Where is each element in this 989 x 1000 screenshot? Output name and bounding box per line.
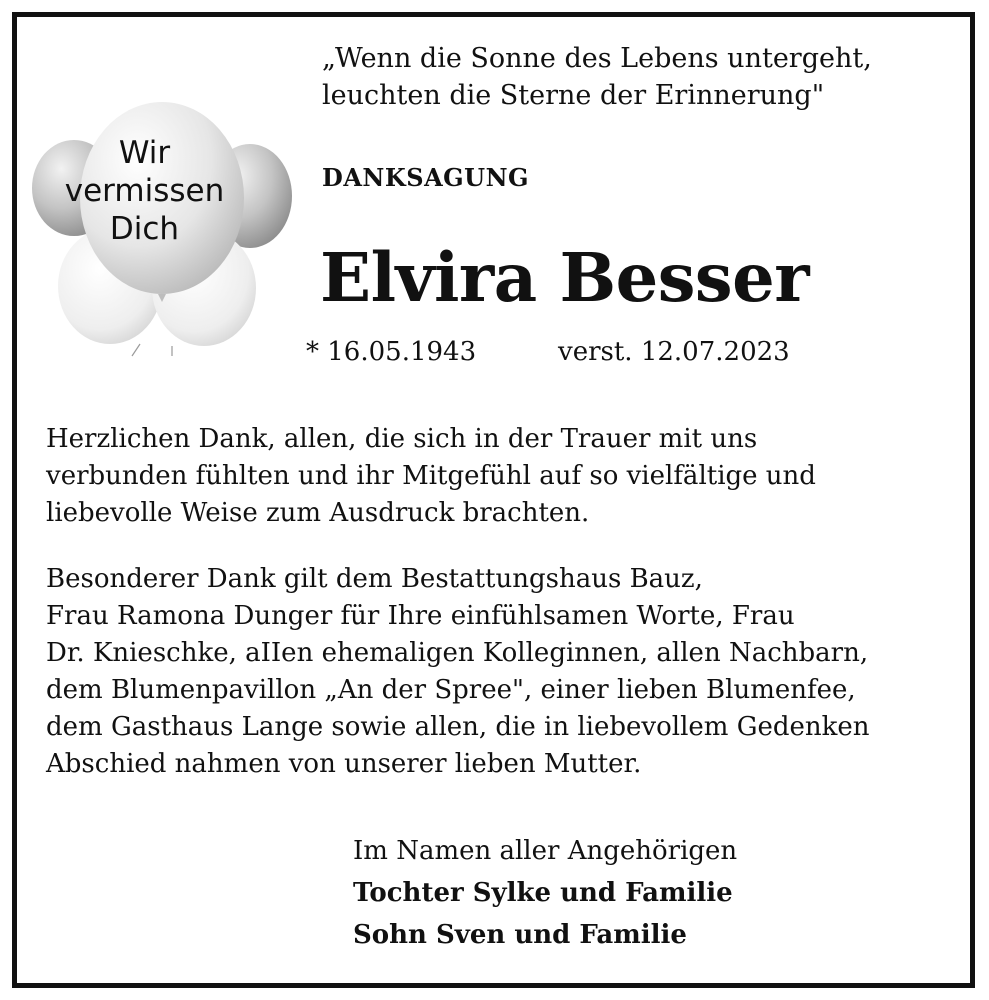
birth-date: * 16.05.1943 [306,337,477,367]
paragraph-line: liebevolle Weise zum Ausdruck brachten. [46,498,590,528]
paragraph-line: Dr. Knieschke, aIIen ehemaligen Kolleginnen, allen Nachbarn, [46,638,869,668]
signature-intro: Im Namen aller Angehörigen [353,836,738,866]
signature-name: Sohn Sven und Familie [353,920,687,950]
paragraph-line: dem Blumenpavillon „An der Spree", einer lieben Blumenfee, [46,675,856,705]
paragraph-line: Abschied nahmen von unserer lieben Mutter. [46,749,642,779]
quote-line: „Wenn die Sonne des Lebens untergeht, [322,43,872,74]
heading-danksagung: DANKSAGUNG [322,163,530,192]
thanks-paragraph [46,421,946,532]
quote-line: leuchten die Sterne der Erinnerung" [322,80,825,111]
balloons-image [22,88,297,358]
balloon-caption-line: vermissen [64,173,225,209]
paragraph-line: Besonderer Dank gilt dem Bestattungshaus Bauz, [46,564,703,594]
signature-block [353,830,913,956]
memorial-quote [322,40,942,114]
signature-name: Tochter Sylke und Familie [353,878,733,908]
special-thanks-paragraph [46,561,946,783]
paragraph-line: Frau Ramona Dunger für Ihre einfühlsamen Worte, Frau [46,601,795,631]
paragraph-line: dem Gasthaus Lange sowie allen, die in liebevollem Gedenken [46,712,870,742]
balloon-caption-line: Dich [109,211,180,247]
paragraph-line: verbunden fühlten und ihr Mitgefühl auf so vielfältige und [46,461,816,491]
paragraph-line: Herzlichen Dank, allen, die sich in der Trauer mit uns [46,424,758,454]
balloon-caption-line: Wir [118,135,171,171]
balloon-caption [62,134,227,248]
deceased-name: Elvira Besser [320,238,810,317]
death-date: verst. 12.07.2023 [558,337,790,367]
